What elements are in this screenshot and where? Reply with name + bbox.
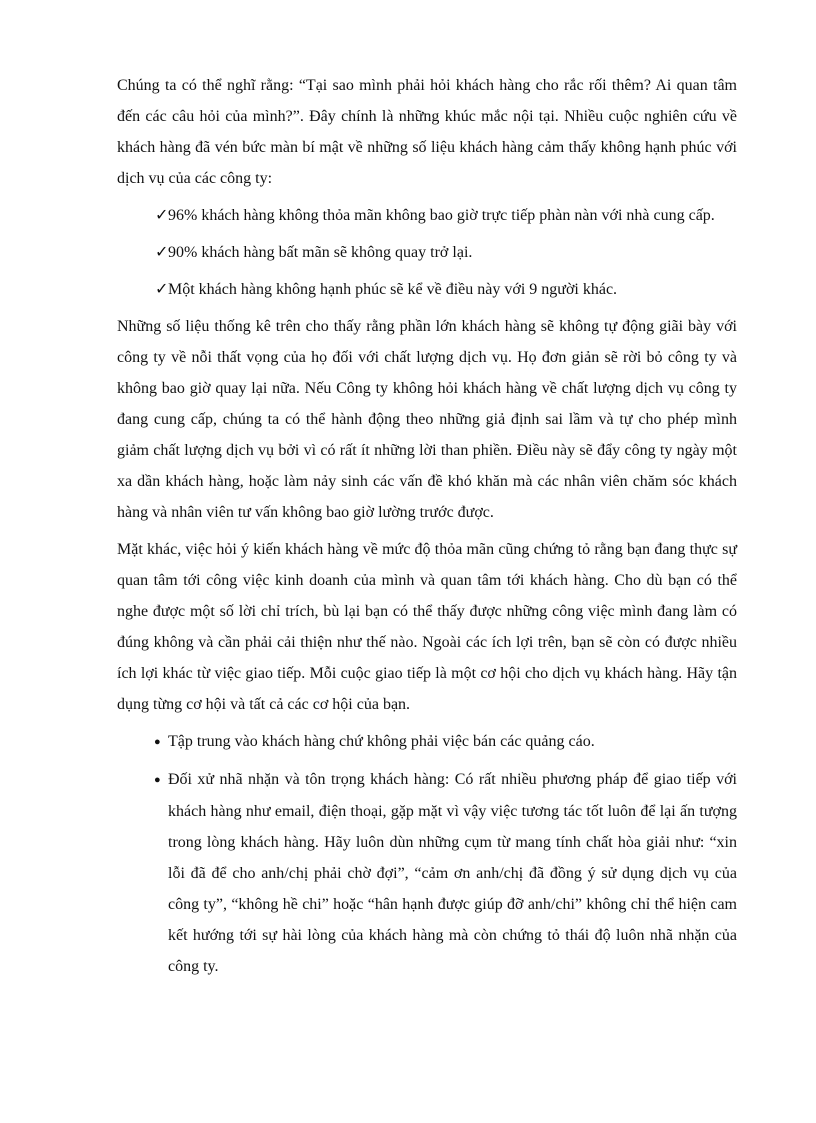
bullet-icon: ●: [154, 774, 161, 786]
list-item: [117, 764, 737, 982]
paragraph-intro: Chúng ta có thể nghĩ rằng: “Tại sao mình phải hỏi khách hàng cho rắc rối thêm? Ai quan tâm đến các câu hỏi của mình?”. Đây chính là những khúc mắc nội tại. Nhiều cuộc nghiên cứu về khách hàng đã vén bức màn bí mật về những số liệu khách hàng cảm thấy không hạnh phúc với dịch vụ của các công ty:: [117, 77, 737, 187]
list-item-text: Một khách hàng không hạnh phúc sẽ kể về điều này với 9 người khác.: [168, 281, 618, 298]
list-item-text: 96% khách hàng không thỏa mãn không bao giờ trực tiếp phàn nàn với nhà cung cấp.: [168, 207, 715, 224]
document-body: [117, 70, 737, 988]
list-item: [117, 237, 737, 268]
paragraph-statistics: Những số liệu thống kê trên cho thấy rằng phần lớn khách hàng sẽ không tự động giãi bày với công ty về nỗi thất vọng của họ đối với chất lượng dịch vụ. Họ đơn giản sẽ rời bỏ công ty và không bao giờ quay lại nữa. Nếu Công ty không hỏi khách hàng về chất lượng dịch vụ công ty đang cung cấp, chúng ta có thể hành động theo những giả định sai lầm và tự cho phép mình giảm chất lượng dịch vụ bởi vì có rất ít những lời than phiền. Điều này sẽ đẩy công ty ngày một xa dần khách hàng, hoặc làm nảy sinh các vấn đề khó khăn mà các nhân viên chăm sóc khách hàng và nhân viên tư vấn không bao giờ lường trước được.: [117, 318, 737, 521]
list-item-text: 90% khách hàng bất mãn sẽ không quay trở lại.: [168, 244, 473, 261]
checkmark-icon: ✓: [155, 244, 169, 261]
checkmark-list: [117, 200, 737, 305]
list-item-text: Tập trung vào khách hàng chứ không phải việc bán các quảng cáo.: [168, 733, 595, 750]
bullet-icon: ●: [154, 736, 161, 748]
list-item: [117, 200, 737, 231]
checkmark-icon: ✓: [155, 281, 169, 298]
paragraph-benefits: Mặt khác, việc hỏi ý kiến khách hàng về mức độ thỏa mãn cũng chứng tỏ rằng bạn đang thực sự quan tâm tới công việc kinh doanh của mình và quan tâm tới khách hàng. Cho dù bạn có thể nghe được một số lời chỉ trích, bù lại bạn có thể thấy được những công việc mình đang làm có đúng không và cần phải cải thiện như thế nào. Ngoài các ích lợi trên, bạn sẽ còn có được nhiều ích lợi khác từ việc giao tiếp. Mỗi cuộc giao tiếp là một cơ hội cho dịch vụ khách hàng. Hãy tận dụng từng cơ hội và tất cả các cơ hội của bạn.: [117, 541, 737, 713]
list-item: [117, 274, 737, 305]
list-item: [117, 726, 737, 758]
bullet-list: [117, 726, 737, 982]
checkmark-icon: ✓: [155, 207, 169, 224]
list-item-text: Đối xử nhã nhặn và tôn trọng khách hàng: Có rất nhiều phương pháp để giao tiếp với khách hàng như email, điện thoại, gặp mặt vì vậy việc tương tác tốt luôn để lại ấn tượng trong lòng khách hàng. Hãy luôn dùn những cụm từ mang tính chất hòa giải như: “xin lỗi đã để cho anh/chị phải chờ đợi”, “cảm ơn anh/chị đã đồng ý sử dụng dịch vụ của công ty”, “không hề chi” hoặc “hân hạnh được giúp đỡ anh/chi” không chỉ thể hiện cam kết hướng tới sự hài lòng của khách hàng mà còn chứng tỏ thái độ luôn nhã nhặn của công ty.: [168, 771, 737, 975]
